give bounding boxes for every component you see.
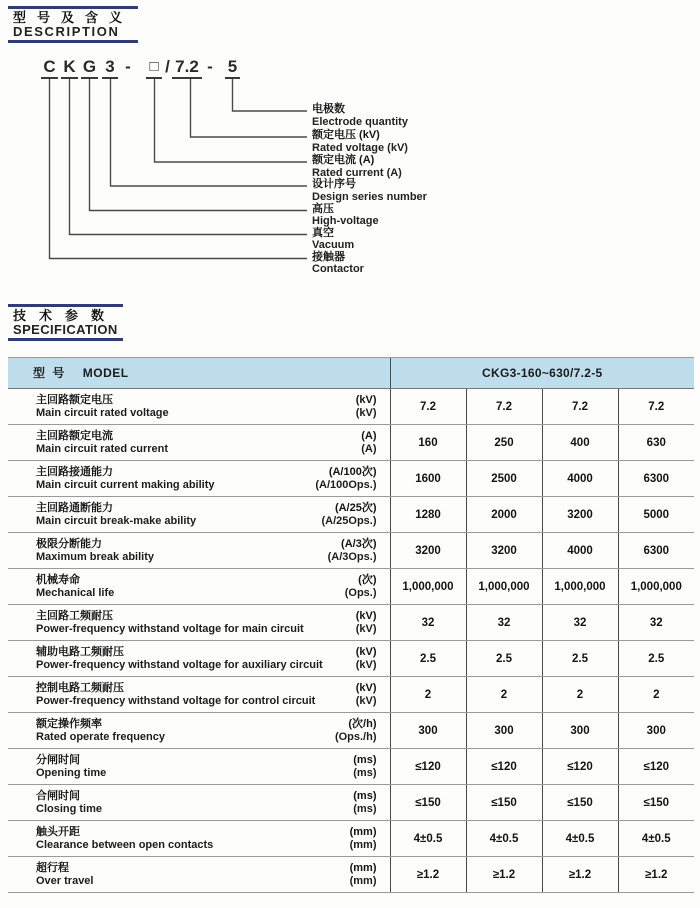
parameter-unit-en: (kV) — [355, 622, 377, 635]
value-cell: 250 — [466, 425, 542, 461]
parameter-label-cell — [8, 857, 390, 893]
label-cn: 真空 — [312, 226, 334, 239]
value-cell: 2 — [618, 677, 694, 713]
model-code-part: K — [61, 57, 78, 79]
parameter-unit-cn: (A/3次) — [341, 537, 377, 550]
value-cell: 32 — [618, 605, 694, 641]
parameter-label-cell — [8, 821, 390, 857]
label-en: Rated voltage (kV) — [312, 141, 408, 154]
value-cell: ≥1.2 — [466, 857, 542, 893]
parameter-unit-cn: (A/25次) — [334, 501, 377, 514]
table-row — [8, 389, 694, 425]
parameter-unit-en: (mm) — [349, 838, 377, 851]
parameter-name-en: Rated operate frequency — [36, 730, 165, 743]
parameter-name-cn: 超行程 — [36, 861, 69, 874]
parameter-label-cell — [8, 749, 390, 785]
value-cell: 300 — [542, 713, 618, 749]
parameter-unit-en: (A) — [361, 442, 377, 455]
section-title-en: SPECIFICATION — [13, 322, 118, 337]
parameter-unit-cn: (A/100次) — [328, 465, 377, 478]
value-cell: 32 — [390, 605, 466, 641]
specification-table — [8, 357, 694, 893]
value-cell: 7.2 — [542, 389, 618, 425]
parameter-unit-cn: (kV) — [355, 681, 377, 694]
table-row — [8, 749, 694, 785]
value-cell: ≤150 — [390, 785, 466, 821]
label-en: Design series number — [312, 190, 427, 203]
value-cell: ≤150 — [466, 785, 542, 821]
value-cell: 32 — [466, 605, 542, 641]
parameter-name-cn: 主回路额定电流 — [36, 429, 113, 442]
parameter-name-cn: 主回路接通能力 — [36, 465, 113, 478]
parameter-name-cn: 辅助电路工频耐压 — [36, 645, 124, 658]
table-row — [8, 533, 694, 569]
label-cn: 额定电压 (kV) — [312, 129, 380, 141]
parameter-unit-cn: (kV) — [355, 609, 377, 622]
parameter-label-cell — [8, 713, 390, 749]
parameter-unit-en: (kV) — [355, 658, 377, 671]
value-cell: 7.2 — [618, 389, 694, 425]
diagram-label-vacuum — [312, 227, 592, 252]
model-code-part: - — [125, 57, 131, 76]
label-en: Electrode quantity — [312, 115, 408, 128]
table-row — [8, 605, 694, 641]
parameter-unit-en: (A/3Ops.) — [327, 550, 377, 563]
value-cell: 400 — [542, 425, 618, 461]
parameter-name-cn: 机械寿命 — [36, 573, 80, 586]
value-cell: 2500 — [466, 461, 542, 497]
parameter-label-cell — [8, 497, 390, 533]
label-en: Contactor — [312, 263, 364, 275]
parameter-name-en: Power-frequency withstand voltage for auxiliary circuit — [36, 658, 323, 671]
value-cell: 2.5 — [466, 641, 542, 677]
parameter-unit-cn: (次/h) — [348, 717, 377, 730]
parameter-unit-cn: (mm) — [349, 861, 377, 874]
diagram-label-rated-current — [312, 154, 592, 179]
section-title-cn: 技术参数 — [13, 308, 118, 323]
parameter-unit-en: (Ops.) — [344, 586, 377, 599]
section-header-specification — [8, 304, 123, 341]
value-cell: 7.2 — [390, 389, 466, 425]
label-cn: 额定电流 (A) — [312, 154, 375, 166]
diagram-label-electrode-quantity — [312, 103, 592, 128]
parameter-label-cell — [8, 389, 390, 425]
parameter-unit-cn: (kV) — [355, 393, 377, 406]
parameter-name-en: Main circuit rated voltage — [36, 406, 169, 419]
parameter-name-cn: 主回路额定电压 — [36, 393, 113, 406]
parameter-unit-en: (Ops./h) — [334, 730, 377, 743]
model-code-diagram — [40, 55, 600, 290]
value-cell: 1,000,000 — [466, 569, 542, 605]
parameter-label-cell — [8, 641, 390, 677]
parameter-label-cell — [8, 533, 390, 569]
model-header-cell — [8, 358, 390, 389]
value-cell: 1600 — [390, 461, 466, 497]
value-cell: ≥1.2 — [542, 857, 618, 893]
spec-table-body — [8, 358, 694, 893]
value-cell: 2 — [542, 677, 618, 713]
value-cell: 32 — [542, 605, 618, 641]
value-cell: ≤120 — [542, 749, 618, 785]
connector-lines — [40, 55, 330, 270]
value-cell: 300 — [618, 713, 694, 749]
value-cell: 2 — [466, 677, 542, 713]
value-cell: 1280 — [390, 497, 466, 533]
parameter-label-cell — [8, 785, 390, 821]
parameter-name-cn: 主回路通断能力 — [36, 501, 113, 514]
value-cell: 4±0.5 — [466, 821, 542, 857]
parameter-name-en: Clearance between open contacts — [36, 838, 214, 851]
value-cell: 1,000,000 — [618, 569, 694, 605]
parameter-unit-en: (mm) — [349, 874, 377, 887]
table-row — [8, 569, 694, 605]
value-cell: 4±0.5 — [618, 821, 694, 857]
parameter-name-en: Closing time — [36, 802, 103, 815]
parameter-name-cn: 极限分断能力 — [36, 537, 102, 550]
parameter-unit-cn: (次) — [358, 573, 377, 586]
section-title-en: DESCRIPTION — [13, 24, 120, 39]
parameter-unit-en: (ms) — [353, 802, 377, 815]
table-row — [8, 677, 694, 713]
parameter-name-en: Power-frequency withstand voltage for main circuit — [36, 622, 304, 635]
model-header-en: MODEL — [82, 366, 129, 380]
value-cell: ≤120 — [618, 749, 694, 785]
value-cell: 630 — [618, 425, 694, 461]
section-title-cn: 型号及含义 — [13, 10, 134, 25]
parameter-name-en: Maximum break ability — [36, 550, 154, 563]
parameter-unit-en: (kV) — [355, 406, 377, 419]
parameter-name-en: Opening time — [36, 766, 107, 779]
value-cell: 4±0.5 — [390, 821, 466, 857]
parameter-unit-cn: (ms) — [353, 789, 377, 802]
label-en: High-voltage — [312, 215, 379, 227]
value-cell: ≤150 — [618, 785, 694, 821]
parameter-name-cn: 合闸时间 — [36, 789, 80, 802]
label-en: Rated current (A) — [312, 166, 402, 179]
table-row — [8, 785, 694, 821]
value-cell: 3200 — [390, 533, 466, 569]
value-cell: 2.5 — [542, 641, 618, 677]
table-row — [8, 821, 694, 857]
parameter-label-cell — [8, 677, 390, 713]
value-cell: 7.2 — [466, 389, 542, 425]
model-code-part: C — [41, 57, 58, 79]
model-header-cn: 型 号 — [33, 366, 67, 380]
value-cell: ≤120 — [390, 749, 466, 785]
value-cell: 2.5 — [618, 641, 694, 677]
model-code-placeholder: □ — [146, 57, 162, 79]
parameter-name-cn: 分闸时间 — [36, 753, 80, 766]
label-cn: 电极数 — [312, 103, 345, 115]
parameter-name-cn: 控制电路工频耐压 — [36, 681, 124, 694]
parameter-label-cell — [8, 425, 390, 461]
table-row — [8, 497, 694, 533]
parameter-name-en: Main circuit break-make ability — [36, 514, 197, 527]
parameter-unit-en: (A/100Ops.) — [315, 478, 377, 491]
value-cell: 6300 — [618, 533, 694, 569]
parameter-label-cell — [8, 605, 390, 641]
model-code-part: 3 — [102, 57, 118, 79]
table-row — [8, 857, 694, 893]
value-cell: 1,000,000 — [542, 569, 618, 605]
model-code-part: 5 — [225, 57, 240, 79]
parameter-unit-en: (kV) — [355, 694, 377, 707]
value-cell: 5000 — [618, 497, 694, 533]
value-cell: 6300 — [618, 461, 694, 497]
parameter-name-cn: 额定操作频率 — [36, 717, 102, 730]
model-value-cell: CKG3-160~630/7.2-5 — [390, 358, 694, 389]
value-cell: ≥1.2 — [390, 857, 466, 893]
label-cn: 设计序号 — [312, 178, 356, 190]
value-cell: 300 — [390, 713, 466, 749]
model-code-part: 7.2 — [172, 57, 202, 79]
parameter-name-en: Power-frequency withstand voltage for control circuit — [36, 694, 316, 707]
value-cell: 2 — [390, 677, 466, 713]
value-cell: ≤120 — [466, 749, 542, 785]
parameter-name-cn: 触头开距 — [36, 825, 80, 838]
parameter-name-en: Over travel — [36, 874, 94, 887]
value-cell: 3200 — [542, 497, 618, 533]
parameter-unit-cn: (ms) — [353, 753, 377, 766]
parameter-name-cn: 主回路工频耐压 — [36, 609, 113, 622]
parameter-unit-cn: (kV) — [355, 645, 377, 658]
parameter-label-cell — [8, 461, 390, 497]
parameter-unit-cn: (mm) — [349, 825, 377, 838]
value-cell: 4±0.5 — [542, 821, 618, 857]
parameter-unit-en: (ms) — [353, 766, 377, 779]
model-code-part: G — [81, 57, 98, 79]
value-cell: 3200 — [466, 533, 542, 569]
parameter-label-cell — [8, 569, 390, 605]
table-row — [8, 425, 694, 461]
diagram-label-design-series — [312, 178, 592, 203]
parameter-name-en: Mechanical life — [36, 586, 115, 599]
parameter-name-en: Main circuit current making ability — [36, 478, 215, 491]
label-cn: 接触器 — [312, 250, 345, 263]
section-header-description — [8, 6, 138, 43]
label-en: Vacuum — [312, 239, 355, 251]
parameter-unit-cn: (A) — [361, 429, 377, 442]
value-cell: 160 — [390, 425, 466, 461]
value-cell: 1,000,000 — [390, 569, 466, 605]
value-cell: ≥1.2 — [618, 857, 694, 893]
label-cn: 高压 — [312, 202, 334, 215]
diagram-label-rated-voltage — [312, 129, 592, 154]
table-row — [8, 641, 694, 677]
parameter-unit-en: (A/25Ops.) — [321, 514, 377, 527]
table-row — [8, 713, 694, 749]
diagram-label-contactor — [312, 251, 592, 276]
value-cell: 300 — [466, 713, 542, 749]
model-code-part: - — [207, 57, 213, 76]
value-cell: ≤150 — [542, 785, 618, 821]
diagram-label-high-voltage — [312, 203, 592, 228]
value-cell: 4000 — [542, 461, 618, 497]
table-header-row — [8, 358, 694, 389]
value-cell: 2000 — [466, 497, 542, 533]
model-code-part: / — [165, 57, 170, 76]
value-cell: 2.5 — [390, 641, 466, 677]
parameter-name-en: Main circuit rated current — [36, 442, 169, 455]
value-cell: 4000 — [542, 533, 618, 569]
table-row — [8, 461, 694, 497]
